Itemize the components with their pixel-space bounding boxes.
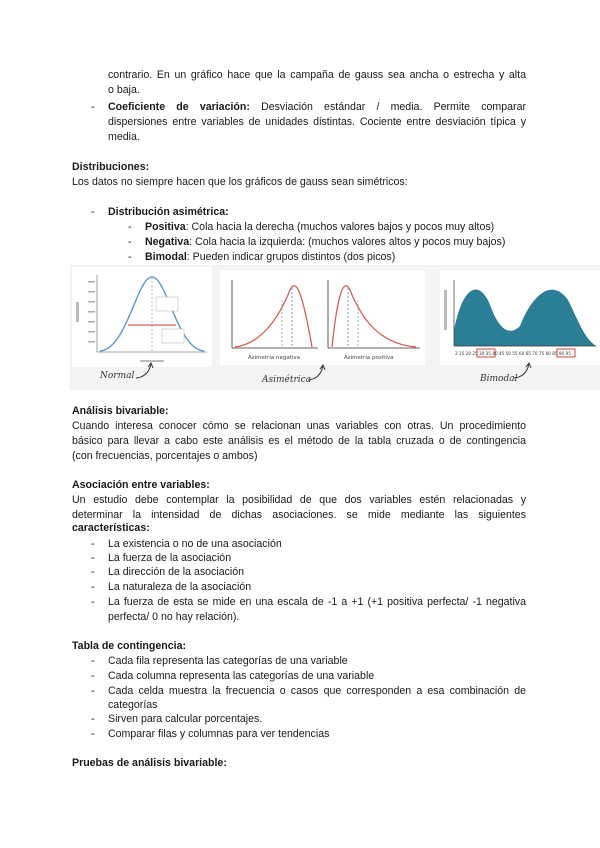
bullet-dash: - [91, 670, 95, 682]
annotation-box [156, 297, 178, 311]
bullet-dash: - [91, 685, 95, 697]
dist-item-negativa [145, 235, 505, 250]
asociacion-item: La existencia o no de una asociación [108, 538, 282, 550]
bullet-dash: - [91, 566, 95, 578]
bullet-dash: - [91, 538, 95, 550]
bivariable-heading: Análisis bivariable: [72, 405, 169, 417]
bimodal-chart [440, 270, 600, 365]
arrow-icon [306, 363, 328, 383]
bullet-dash: - [91, 596, 95, 608]
arrow-icon [134, 361, 156, 381]
dist-item-label: Negativa [145, 236, 190, 248]
normal-caption: Normal [100, 371, 135, 381]
positive-skew-label: Asimetría positiva [344, 355, 394, 361]
asimetrica-label: Distribución asimétrica: [108, 206, 229, 218]
asociacion-item: La naturaleza de la asociación [108, 581, 252, 593]
tabla-item: Comparar filas y columnas para ver tendencias [108, 728, 330, 740]
y-axis-title [444, 290, 447, 330]
tabla-item: Cada columna representa las categorías de una variable [108, 670, 375, 682]
dist-item-text: : Cola hacia la derecha (muchos valores bajos y pocos muy altos) [185, 221, 495, 233]
annotation-box [162, 329, 184, 343]
asociacion-item: La dirección de la asociación [108, 566, 245, 578]
bullet-dash: - [91, 713, 95, 725]
bullet-dash: - [91, 552, 95, 564]
dist-item-text: : Cola hacia la izquierda: (muchos valores altos y pocos muy bajos) [189, 236, 506, 248]
negative-skew-label: Asimetría negativa [248, 355, 301, 361]
asociacion-item-last-line-1: La fuerza de esta se mide en una escala de -1 a +1 (+1 positiva perfecta/ -1 negativa [108, 596, 526, 608]
bullet-dash: - [91, 728, 95, 740]
asociacion-item-last-line-2: perfecta/ 0 no hay relación). [108, 611, 240, 623]
intro-line-2: o baja. [108, 84, 140, 96]
coef-label: Coeficiente de variación: [108, 101, 250, 113]
asimetrica-caption: Asimétrica [262, 375, 312, 385]
bullet-dash: - [91, 206, 95, 218]
dist-item-label: Positiva [145, 221, 186, 233]
coef-text: Desviación estándar / media. Permite comparar [261, 101, 526, 113]
y-axis-title [76, 302, 79, 322]
bullet-dash: - [91, 101, 95, 113]
bivariable-line-2: básico para llevar a cabo este análisis es el método de la tabla cruzada o de contingencia [72, 435, 526, 447]
dist-item-bimodal [145, 250, 395, 265]
chart-background [220, 270, 425, 365]
bivariable-line-3: (con frecuencias, porcentajes o ambos) [72, 450, 258, 462]
bullet-dash: - [128, 251, 132, 263]
arrow-icon [512, 361, 534, 381]
pruebas-heading: Pruebas de análisis bivariable: [72, 757, 227, 769]
bullet-dash: - [91, 655, 95, 667]
tabla-item-3-line-1: Cada celda muestra la frecuencia o casos que corresponden a esa combinación de [108, 685, 526, 697]
coef-line-3: media. [108, 131, 140, 143]
coef-line-2: dispersiones entre variables de unidades distintas. Cociente entre desviación típica y [108, 116, 526, 128]
bullet-dash: - [128, 236, 132, 248]
tabla-item-3-line-2: categorías [108, 699, 158, 711]
distribution-figure [70, 265, 600, 390]
dist-item-label: Bimodal [145, 251, 187, 263]
bimodal-caption: Bimodal [480, 374, 518, 384]
tabla-heading: Tabla de contingencia: [72, 640, 186, 652]
tabla-item: Sirven para calcular porcentajes. [108, 713, 263, 725]
bullet-dash: - [128, 221, 132, 233]
x-tick-labels: 2 15 20 25 30 35 40 45 50 55 60 65 70 75 80 85 90 95 [455, 351, 571, 356]
tabla-item: Cada fila representa las categorías de una variable [108, 655, 348, 667]
dist-item-positiva [145, 220, 494, 235]
asociacion-line-1: Un estudio debe contemplar la posibilidad de que dos variables estén relacionadas y [72, 494, 526, 506]
asociacion-line-2: determinar la intensidad de dichas asociaciones. se mide mediante las siguientes [72, 509, 526, 521]
distribuciones-text: Los datos no siempre hacen que los gráficos de gauss sean simétricos: [72, 176, 408, 188]
skewed-curves-chart [220, 270, 425, 365]
coef-line-1 [108, 100, 526, 115]
distribuciones-heading: Distribuciones: [72, 161, 150, 173]
asociacion-item: La fuerza de la asociación [108, 552, 232, 564]
intro-line-1: contrario. En un gráfico hace que la campaña de gauss sea ancha o estrecha y alta [108, 69, 526, 81]
normal-curve-chart [72, 267, 212, 367]
asociacion-line-3: características: [72, 522, 150, 534]
bullet-dash: - [91, 581, 95, 593]
bivariable-line-1: Cuando interesa conocer cómo se relacionan unas variables con otras. Un procedimiento [72, 420, 526, 432]
asociacion-heading: Asociación entre variables: [72, 479, 210, 491]
dist-item-text: : Pueden indicar grupos distintos (dos picos) [186, 251, 396, 263]
